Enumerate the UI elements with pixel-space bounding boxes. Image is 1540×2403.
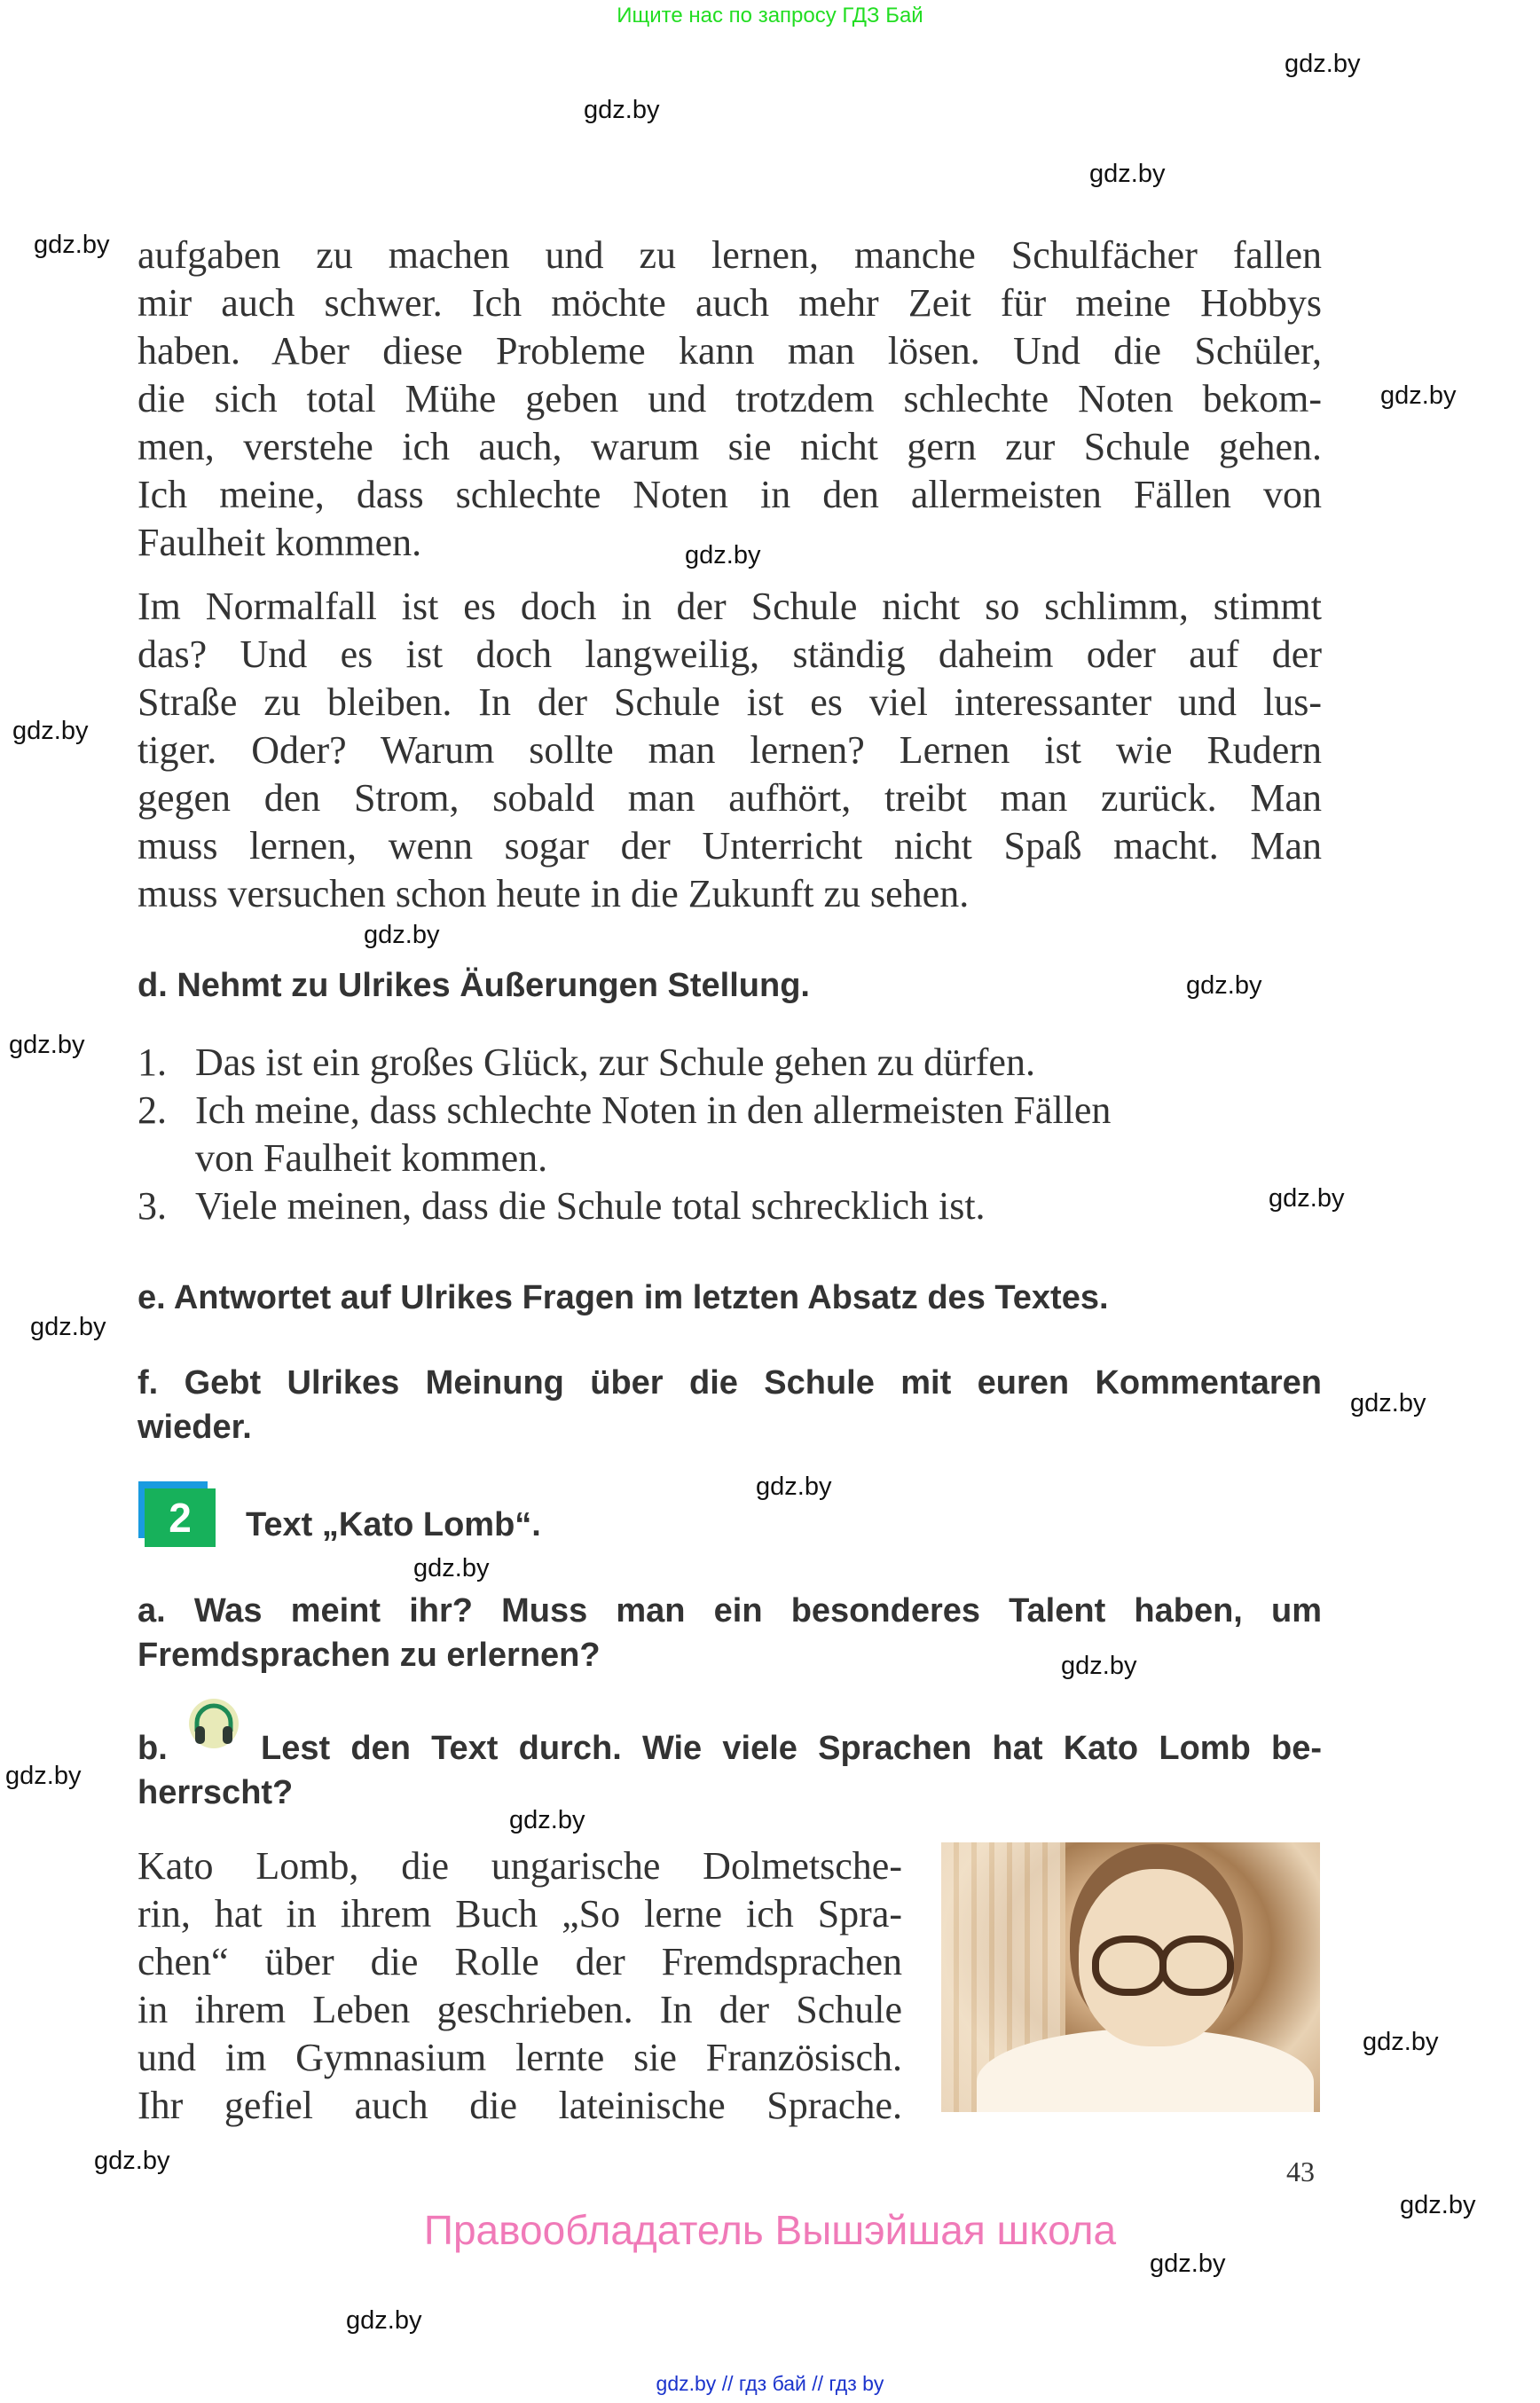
photo-glasses-left	[1092, 1936, 1167, 1996]
text-line: men, verstehe ich auch, warum sie nicht gern zur Schule gehen.	[138, 425, 1322, 468]
watermark: gdz.by	[584, 96, 660, 124]
rights-holder: Правообладатель Вышэйшая школа	[423, 2207, 1117, 2253]
list-item	[138, 1088, 1111, 1133]
top-banner: Ищите нас по запросу ГДЗ Бай	[617, 4, 923, 27]
list-text: Das ist ein großes Glück, zur Schule gehen zu dürfen.	[195, 1041, 1035, 1084]
task-b-prefix: b.	[138, 1730, 168, 1767]
watermark: gdz.by	[30, 1313, 106, 1341]
text-line: haben. Aber diese Probleme kann man lösen. Und die Schüler,	[138, 329, 1322, 373]
text-line: das? Und es ist doch langweilig, ständig daheim oder auf der	[138, 632, 1322, 676]
text-line: Kato Lomb, die ungarische Dolmetsche-	[138, 1844, 902, 1888]
text-line: gegen den Strom, sobald man aufhört, treibt man zurück. Man	[138, 776, 1322, 820]
portrait-photo	[941, 1842, 1320, 2112]
text-line: und im Gymnasium lernte sie Französisch.	[138, 2036, 902, 2079]
list-number: 1.	[138, 1041, 167, 1084]
text-line: rin, hat in ihrem Buch „So lerne ich Spra-	[138, 1892, 902, 1936]
footer-links[interactable]: gdz.by // гдз бай // гдз by	[656, 2372, 884, 2395]
task-b-line: Lest den Text durch. Wie viele Sprachen hat Kato Lomb be-	[261, 1730, 1322, 1767]
task-f-line: f. Gebt Ulrikes Meinung über die Schule mit euren Kommentaren	[138, 1364, 1322, 1402]
text-line: in ihrem Leben geschrieben. In der Schule	[138, 1988, 902, 2031]
watermark: gdz.by	[413, 1554, 490, 1582]
watermark: gdz.by	[756, 1472, 832, 1501]
task-e: e. Antwortet auf Ulrikes Fragen im letzten Absatz des Textes.	[138, 1279, 1109, 1316]
list-number: 2.	[138, 1088, 167, 1132]
page-number: 43	[1286, 2156, 1315, 2187]
list-text: Ich meine, dass schlechte Noten in den allermeisten Fällen	[195, 1088, 1112, 1132]
list-item	[138, 1183, 986, 1229]
watermark: gdz.by	[1089, 160, 1166, 188]
task-f-line: wieder.	[138, 1409, 252, 1446]
task-a-line: a. Was meint ihr? Muss man ein besonderes Talent haben, um	[138, 1592, 1322, 1629]
list-number: 3.	[138, 1184, 167, 1228]
list-item	[138, 1040, 1035, 1085]
text-line: Im Normalfall ist es doch in der Schule nicht so schlimm, stimmt	[138, 585, 1322, 628]
watermark: gdz.by	[1400, 2191, 1476, 2219]
task-b-line: herrscht?	[138, 1774, 294, 1811]
text-line: chen“ über die Rolle der Fremdsprachen	[138, 1940, 902, 1983]
text-line: tiger. Oder? Warum sollte man lernen? Lernen ist wie Rudern	[138, 728, 1322, 772]
watermark: gdz.by	[1061, 1652, 1137, 1680]
watermark: gdz.by	[9, 1031, 85, 1059]
list-item-continuation	[195, 1135, 547, 1181]
watermark: gdz.by	[509, 1806, 585, 1834]
list-text: Viele meinen, dass die Schule total schrecklich ist.	[195, 1184, 986, 1228]
watermark: gdz.by	[1350, 1389, 1426, 1417]
text-line: muss versuchen schon heute in die Zukunft zu sehen.	[138, 872, 970, 915]
watermark: gdz.by	[94, 2147, 170, 2175]
text-line: die sich total Mühe geben und trotzdem schlechte Noten bekom-	[138, 377, 1322, 420]
watermark: gdz.by	[364, 921, 440, 949]
watermark: gdz.by	[12, 717, 89, 745]
watermark: gdz.by	[5, 1762, 82, 1790]
headphones-icon[interactable]	[188, 1698, 240, 1749]
watermark: gdz.by	[1380, 381, 1457, 410]
list-text: von Faulheit kommen.	[195, 1136, 548, 1180]
text-line: Faulheit kommen.	[138, 521, 422, 564]
task-d-title: d. Nehmt zu Ulrikes Äußerungen Stellung.	[138, 967, 810, 1004]
watermark: gdz.by	[1269, 1184, 1345, 1213]
text-line: Straße zu bleiben. In der Schule ist es viel interessanter und lus-	[138, 680, 1322, 724]
watermark: gdz.by	[1363, 2028, 1439, 2056]
exercise-title: Text „Kato Lomb“.	[246, 1506, 541, 1543]
text-line: Ihr gefiel auch die lateinische Sprache.	[138, 2084, 902, 2127]
watermark: gdz.by	[1186, 971, 1262, 1000]
text-line: mir auch schwer. Ich möchte auch mehr Zeit für meine Hobbys	[138, 281, 1322, 325]
exercise-number-badge: 2	[145, 1488, 216, 1547]
text-line: Ich meine, dass schlechte Noten in den allermeisten Fällen von	[138, 473, 1322, 516]
text-line: aufgaben zu machen und zu lernen, manche Schulfächer fallen	[138, 233, 1322, 277]
task-a-line: Fremdsprachen zu erlernen?	[138, 1637, 601, 1674]
watermark: gdz.by	[1150, 2250, 1226, 2278]
watermark: gdz.by	[34, 231, 110, 259]
watermark: gdz.by	[1285, 50, 1361, 78]
watermark: gdz.by	[685, 541, 761, 569]
photo-glasses-right	[1159, 1936, 1234, 1996]
watermark: gdz.by	[346, 2306, 422, 2335]
text-line: muss lernen, wenn sogar der Unterricht nicht Spaß macht. Man	[138, 824, 1322, 868]
